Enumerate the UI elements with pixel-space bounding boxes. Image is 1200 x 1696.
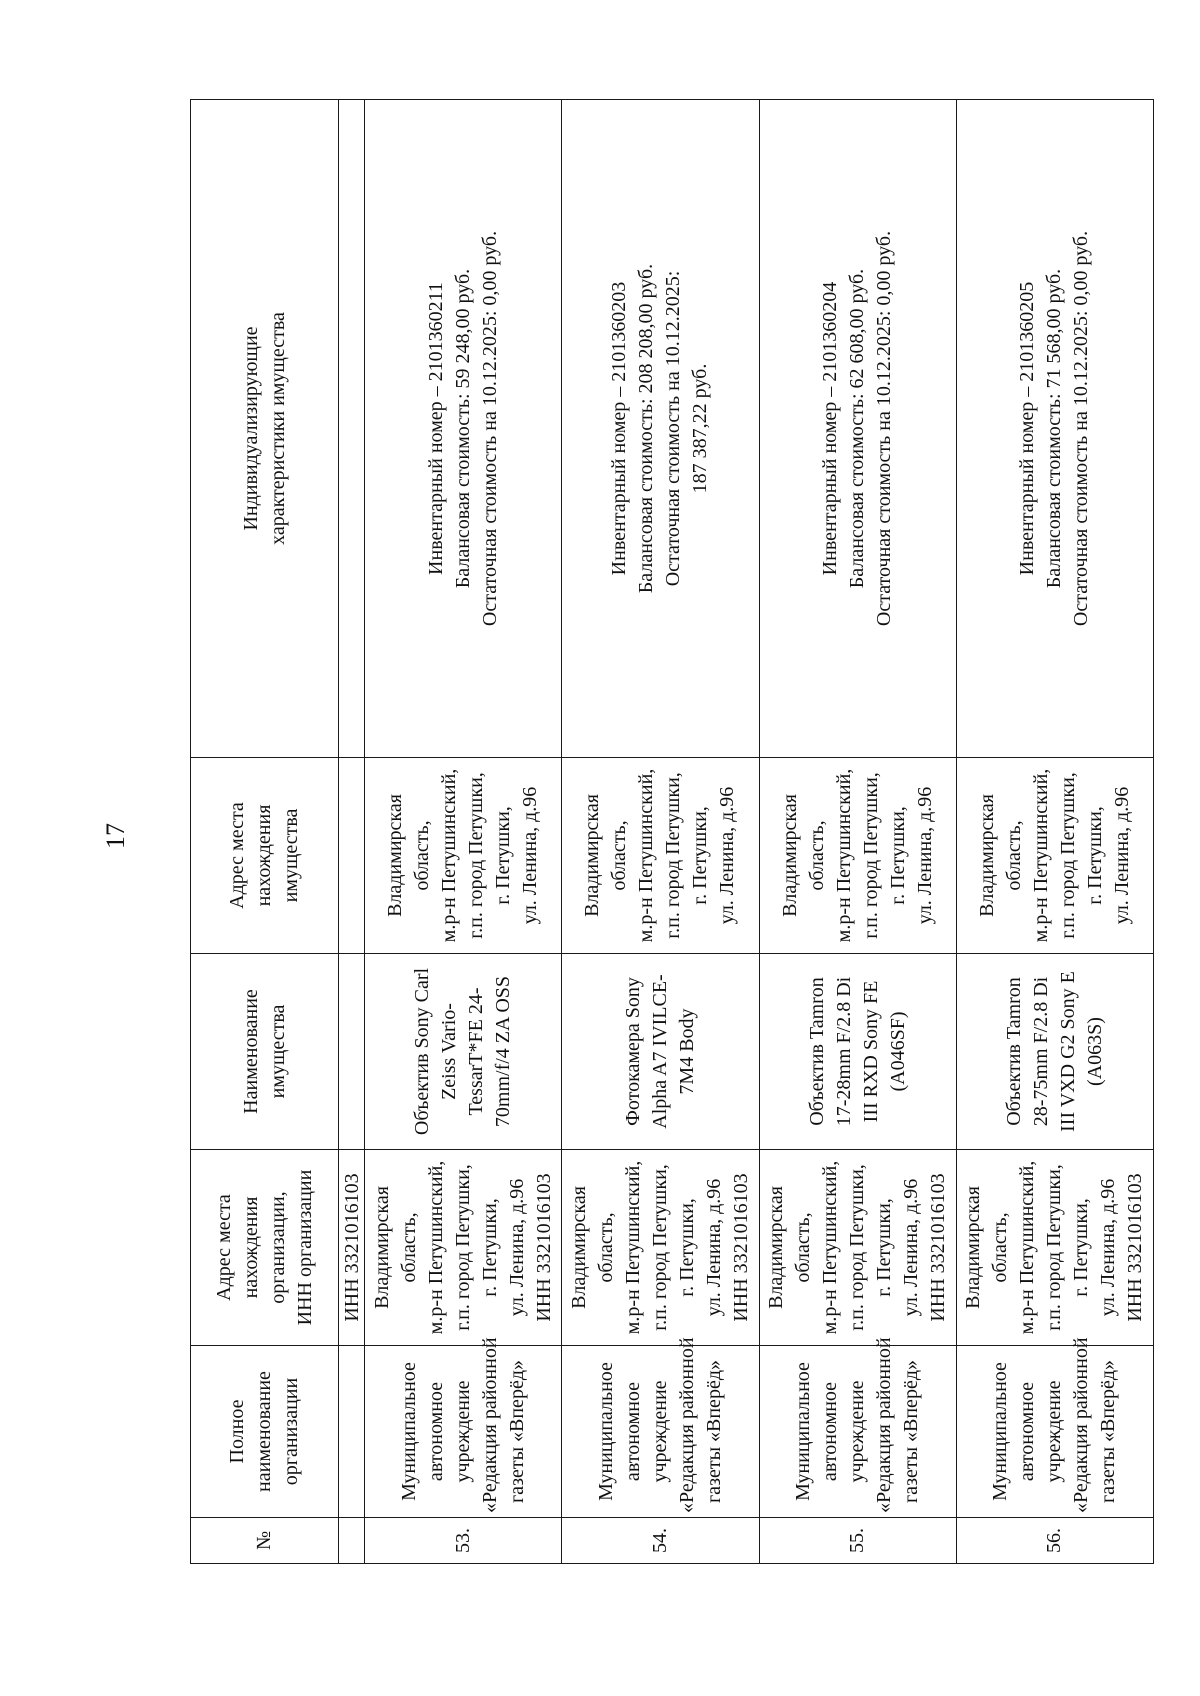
text-line: м.р-н Петушинский,	[1016, 1160, 1039, 1335]
text-line: Zeiss Vario-	[438, 1003, 461, 1100]
property-name-cell	[956, 954, 1153, 1150]
text-line: ул. Ленина, д.96	[900, 1178, 923, 1317]
text-line: Балансовая стоимость: 208 208,00 руб.	[635, 263, 658, 594]
text-line: газеты «Вперёд»	[702, 1360, 725, 1504]
text-line: м.р-н Петушинский,	[438, 768, 461, 943]
text-line: имущества	[280, 808, 303, 903]
text-line: г.п. город Петушки,	[465, 772, 488, 939]
property-address-cell	[956, 758, 1153, 954]
org-address-cell	[562, 1150, 759, 1346]
text-line: 7M4 Body	[675, 1008, 698, 1095]
property-address-cell	[365, 758, 562, 954]
text-line: Alpha A7 IVILCE-	[648, 974, 671, 1129]
text-line: Наименование	[239, 989, 262, 1114]
text-line: 17-28mm F/2.8 Di	[832, 976, 855, 1127]
text-line: область,	[411, 820, 434, 891]
text-line: ул. Ленина, д.96	[1097, 1178, 1120, 1317]
text-line: Индивидуализирующие	[239, 326, 262, 531]
text-line: наименование	[253, 1371, 276, 1492]
rotated-table-frame	[190, 100, 1154, 1564]
text-line: (A063S)	[1083, 1017, 1106, 1086]
property-name-cell	[759, 954, 956, 1150]
table-body	[365, 100, 1154, 1564]
org-name-cell	[562, 1337, 759, 1518]
text-line: Владимирская	[370, 1186, 393, 1309]
table-row	[365, 100, 562, 1564]
org-name-cell	[365, 1337, 562, 1518]
text-line: Инвентарный номер – 2101360205	[1016, 281, 1039, 576]
text-line: автономное	[424, 1381, 447, 1482]
text-line: Балансовая стоимость: 71 568,00 руб.	[1043, 268, 1066, 589]
text-line: автономное	[819, 1381, 842, 1482]
org-address-cell	[956, 1150, 1153, 1346]
text-line: 70mm/f/4 ZA OSS	[492, 975, 515, 1128]
text-line: TessarT*FE 24-	[465, 987, 488, 1116]
text-line: м.р-н Петушинский,	[819, 1160, 842, 1335]
text-line: 28-75mm F/2.8 Di	[1029, 976, 1052, 1127]
text-line: г.п. город Петушки,	[648, 1164, 671, 1331]
text-line: Муниципальное	[594, 1362, 617, 1501]
header-number: №	[191, 1518, 339, 1564]
row-number: 55.	[759, 1518, 956, 1564]
text-line: Инвентарный номер – 2101360203	[608, 281, 631, 576]
text-line: Муниципальное	[792, 1362, 815, 1501]
text-line: автономное	[621, 1381, 644, 1482]
text-line: Фотокамера Sony	[621, 977, 644, 1126]
text-line: «Редакция районной	[873, 1337, 896, 1513]
property-inventory-table	[190, 99, 1154, 1564]
text-line: ул. Ленина, д.96	[1110, 786, 1133, 925]
text-line: «Редакция районной	[1070, 1337, 1093, 1513]
text-line: г. Петушки,	[492, 806, 515, 905]
text-line: 187 387,22 руб.	[689, 363, 712, 494]
page-number: 17	[101, 823, 130, 849]
text-line: ул. Ленина, д.96	[505, 1178, 528, 1317]
header-org-name	[191, 1346, 339, 1518]
text-line: газеты «Вперёд»	[505, 1360, 528, 1504]
table-row	[759, 100, 956, 1564]
spacer-cell	[339, 1518, 365, 1564]
spacer-cell	[339, 758, 365, 954]
text-line: газеты «Вперёд»	[1097, 1360, 1120, 1504]
text-line: Владимирская	[581, 794, 604, 917]
text-line: Владимирская	[962, 1186, 985, 1309]
text-line: учреждение	[451, 1380, 474, 1483]
text-line: Балансовая стоимость: 62 608,00 руб.	[846, 268, 869, 589]
text-line: Остаточная стоимость на 10.12.2025:	[662, 270, 685, 587]
text-line: ул. Ленина, д.96	[913, 786, 936, 925]
text-line: учреждение	[648, 1380, 671, 1483]
text-line: Инвентарный номер – 2101360204	[819, 281, 842, 576]
table-row	[956, 100, 1153, 1564]
text-line: область,	[608, 820, 631, 891]
text-line: ул. Ленина, д.96	[519, 786, 542, 925]
text-line: г.п. город Петушки,	[859, 772, 882, 939]
text-line: Муниципальное	[397, 1362, 420, 1501]
text-line: Инвентарный номер – 2101360211	[424, 282, 447, 575]
text-line: Остаточная стоимость на 10.12.2025: 0,00 руб.	[1070, 230, 1093, 627]
text-line: м.р-н Петушинский,	[424, 1160, 447, 1335]
text-line: ИНН 3321016103	[927, 1173, 950, 1322]
text-line: область,	[1002, 820, 1025, 891]
text-line: автономное	[1016, 1381, 1039, 1482]
text-line: г.п. город Петушки,	[451, 1164, 474, 1331]
text-line: Владимирская	[778, 794, 801, 917]
characteristics-cell	[759, 100, 956, 758]
text-line: г.п. город Петушки,	[1056, 772, 1079, 939]
header-org-address	[191, 1150, 339, 1346]
text-line: организации,	[266, 1191, 289, 1304]
row-number: 54.	[562, 1518, 759, 1564]
text-line: имущества	[266, 1004, 289, 1099]
text-line: Владимирская	[765, 1186, 788, 1309]
org-name-cell	[956, 1337, 1153, 1518]
text-line: г. Петушки,	[478, 1198, 501, 1297]
text-line: г. Петушки,	[1070, 1198, 1093, 1297]
text-line: Балансовая стоимость: 59 248,00 руб.	[451, 268, 474, 589]
characteristics-cell	[956, 100, 1153, 758]
text-line: г. Петушки,	[886, 806, 909, 905]
text-line: г. Петушки,	[1083, 806, 1106, 905]
text-line: г.п. город Петушки,	[662, 772, 685, 939]
text-line: область,	[594, 1212, 617, 1283]
text-line: Адрес места	[212, 1194, 235, 1301]
text-line: г.п. город Петушки,	[846, 1164, 869, 1331]
text-line: Владимирская	[384, 794, 407, 917]
text-line: (A046SF)	[886, 1011, 909, 1092]
spacer-row	[339, 100, 365, 1564]
text-line: г. Петушки,	[689, 806, 712, 905]
text-line: ул. Ленина, д.96	[716, 786, 739, 925]
spacer-cell	[339, 100, 365, 758]
text-line: характеристики имущества	[266, 312, 289, 545]
property-name-cell	[365, 954, 562, 1150]
property-name-cell	[562, 954, 759, 1150]
header-property-address	[191, 758, 339, 954]
spacer-cell	[339, 954, 365, 1150]
text-line: область,	[397, 1212, 420, 1283]
spacer-cell	[339, 1346, 365, 1518]
text-line: III RXD Sony FE	[859, 980, 882, 1123]
text-line: ИНН 3321016103	[532, 1173, 555, 1322]
text-line: Объектив Tamron	[1002, 977, 1025, 1126]
property-address-cell	[562, 758, 759, 954]
text-line: «Редакция районной	[478, 1337, 501, 1513]
text-line: Муниципальное	[989, 1362, 1012, 1501]
org-address-cell	[365, 1150, 562, 1346]
text-line: учреждение	[1043, 1380, 1066, 1483]
text-line: м.р-н Петушинский,	[635, 768, 658, 943]
text-line: г.п. город Петушки,	[1043, 1164, 1066, 1331]
text-line: нахождения	[253, 804, 276, 907]
text-line: Владимирская	[975, 794, 998, 917]
characteristics-cell	[562, 100, 759, 758]
text-line: Адрес места	[226, 802, 249, 909]
header-property-name	[191, 954, 339, 1150]
text-line: ИНН 3321016103	[729, 1173, 752, 1322]
text-line: область,	[989, 1212, 1012, 1283]
text-line: «Редакция районной	[675, 1337, 698, 1513]
text-line: ИНН организации	[293, 1169, 316, 1326]
text-line: организации	[280, 1377, 303, 1486]
text-line: нахождения	[239, 1196, 262, 1299]
text-line: газеты «Вперёд»	[900, 1360, 923, 1504]
text-line: ул. Ленина, д.96	[702, 1178, 725, 1317]
org-name-cell	[759, 1337, 956, 1518]
text-line: область,	[805, 820, 828, 891]
text-line: III VXD G2 Sony E	[1056, 971, 1079, 1132]
property-address-cell	[759, 758, 956, 954]
text-line: учреждение	[846, 1380, 869, 1483]
header-characteristics	[191, 100, 339, 758]
org-address-cell	[759, 1150, 956, 1346]
text-line: область,	[792, 1212, 815, 1283]
row-number: 53.	[365, 1518, 562, 1564]
text-line: Остаточная стоимость на 10.12.2025: 0,00 руб.	[478, 230, 501, 627]
characteristics-cell	[365, 100, 562, 758]
text-line: м.р-н Петушинский,	[832, 768, 855, 943]
text-line: Объектив Tamron	[805, 977, 828, 1126]
text-line: м.р-н Петушинский,	[621, 1160, 644, 1335]
text-line: ИНН 3321016103	[1124, 1173, 1147, 1322]
header-row	[191, 100, 339, 1564]
text-line: Владимирская	[567, 1186, 590, 1309]
table-row	[562, 100, 759, 1564]
text-line: г. Петушки,	[873, 1198, 896, 1297]
spacer-org-inn: ИНН 3321016103	[339, 1150, 365, 1346]
text-line: г. Петушки,	[675, 1198, 698, 1297]
row-number: 56.	[956, 1518, 1153, 1564]
text-line: Объектив Sony Carl	[411, 967, 434, 1136]
text-line: Остаточная стоимость на 10.12.2025: 0,00 руб.	[873, 230, 896, 627]
text-line: Полное	[226, 1399, 249, 1464]
text-line: м.р-н Петушинский,	[1029, 768, 1052, 943]
